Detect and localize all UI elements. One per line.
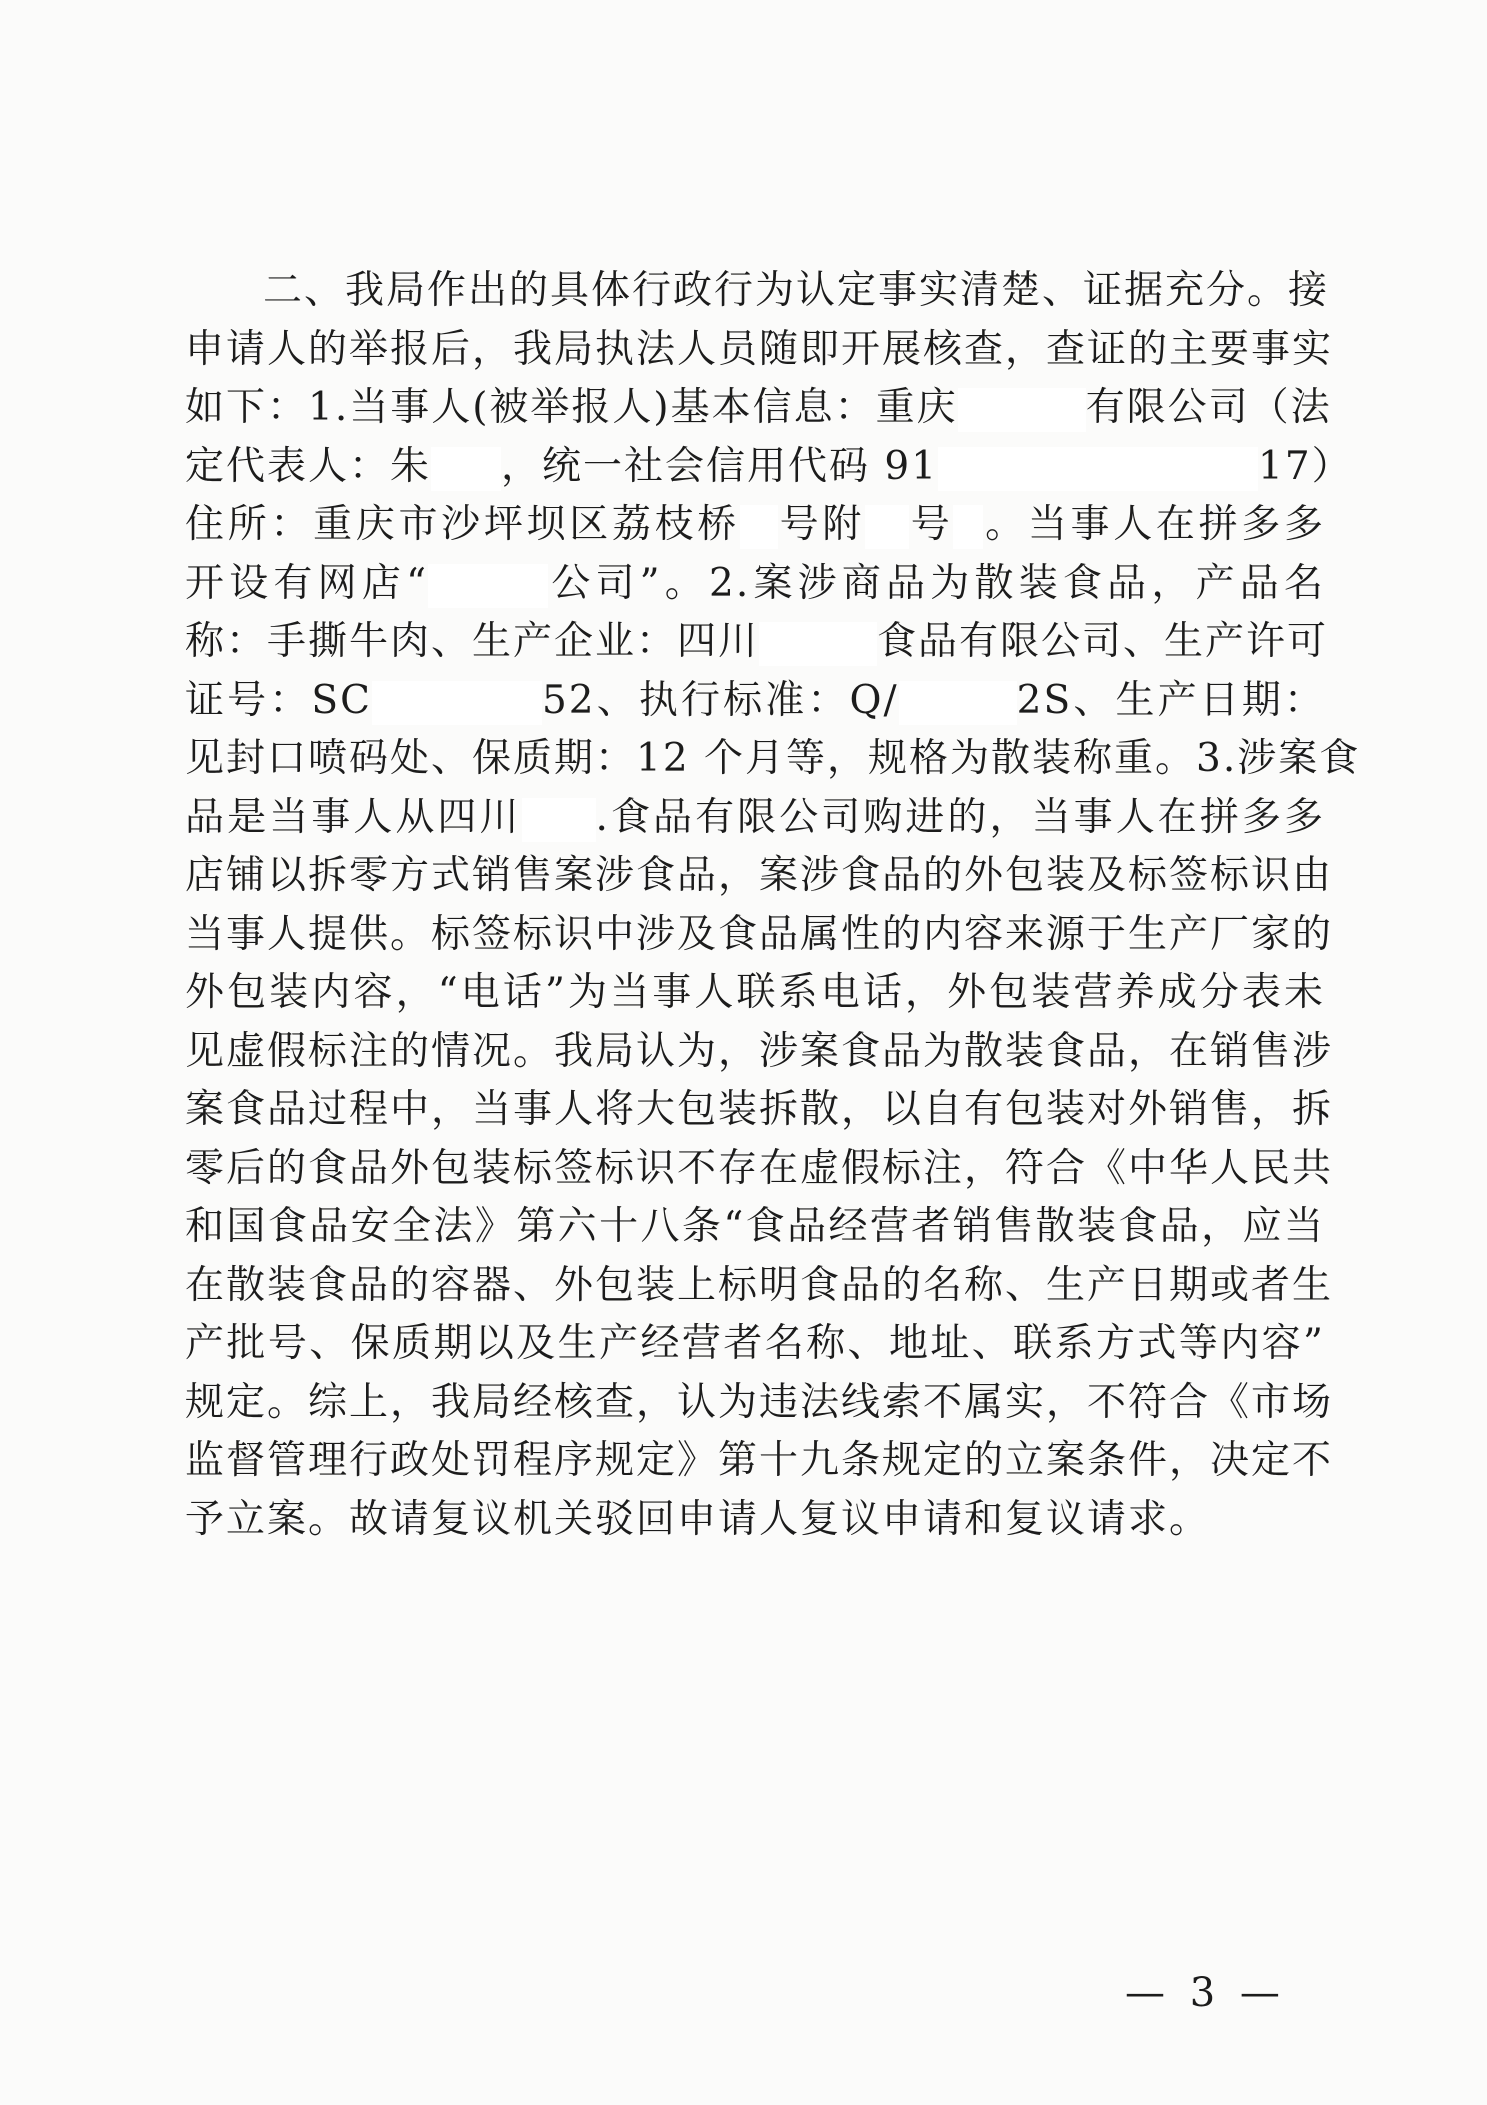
text-segment: 案食品过程中，当事人将大包装拆散，以自有包装对外销售，拆 bbox=[185, 1087, 1334, 1132]
redaction-block bbox=[431, 447, 501, 491]
text-segment: 号 bbox=[909, 502, 954, 547]
redaction-block bbox=[759, 622, 877, 666]
text-segment: 规定。综上，我局经核查，认为违法线索不属实，不符合《市场 bbox=[185, 1379, 1334, 1425]
redaction-block bbox=[899, 681, 1017, 725]
text-segment: 产批号、保质期以及生产经营者名称、地址、联系方式等内容” bbox=[185, 1321, 1325, 1366]
text-segment: 2S、生产日期： bbox=[1016, 677, 1325, 723]
text-line bbox=[185, 1023, 1334, 1082]
redaction-block bbox=[953, 505, 983, 549]
text-line bbox=[185, 1081, 1334, 1140]
text-segment: 称：手撕牛肉、生产企业：四川 bbox=[185, 619, 760, 664]
text-line bbox=[185, 555, 1325, 614]
text-line bbox=[185, 262, 1330, 321]
text-segment: 如下：1.当事人(被举报人)基本信息：重庆 bbox=[185, 385, 958, 430]
text-segment: 证号：SC bbox=[185, 677, 372, 723]
text-line bbox=[185, 1432, 1334, 1491]
redaction-block bbox=[428, 564, 548, 608]
text-segment: 17） bbox=[1258, 443, 1353, 489]
text-segment: 见封口喷码处、保质期：12 个月等，规格为散装称重。3.涉案食 bbox=[185, 736, 1361, 781]
text-segment: 零后的食品外包装标签标识不存在虚假标注，符合《中华人民共 bbox=[185, 1145, 1334, 1191]
text-segment: .食品有限公司购进的，当事人在拼多多 bbox=[595, 794, 1325, 840]
text-line bbox=[185, 379, 1332, 438]
text-segment: 予立案。故请复议机关驳回申请人复议申请和复议请求。 bbox=[185, 1496, 1211, 1542]
text-segment: 当事人提供。标签标识中涉及食品属性的内容来源于生产厂家的 bbox=[185, 911, 1334, 957]
text-segment: 和国食品安全法》第六十八条“食品经营者销售散装食品，应当 bbox=[185, 1204, 1325, 1249]
text-segment: 店铺以拆零方式销售案涉食品，案涉食品的外包装及标签标识由 bbox=[185, 853, 1334, 898]
text-line bbox=[185, 1374, 1334, 1433]
text-segment: 品是当事人从四川 bbox=[185, 794, 522, 840]
text-line bbox=[185, 1315, 1325, 1374]
text-line bbox=[185, 496, 1325, 555]
text-segment: 外包装内容，“电话”为当事人联系电话，外包装营养成分表未 bbox=[185, 970, 1325, 1015]
redaction-block bbox=[740, 505, 778, 549]
text-line bbox=[185, 321, 1334, 380]
redaction-block bbox=[958, 388, 1086, 432]
text-segment: 定代表人：朱 bbox=[185, 443, 432, 489]
text-segment: 二、我局作出的具体行政行为认定事实清楚、证据充分。接 bbox=[263, 268, 1330, 313]
text-line bbox=[185, 613, 1329, 672]
text-line bbox=[185, 847, 1334, 906]
text-line bbox=[185, 906, 1334, 965]
text-segment: 开设有网店“ bbox=[185, 560, 429, 606]
text-segment: 在散装食品的容器、外包装上标明食品的名称、生产日期或者生 bbox=[185, 1262, 1334, 1308]
text-line bbox=[185, 964, 1325, 1023]
redaction-block bbox=[865, 505, 909, 549]
page-number: — 3 — bbox=[1125, 1970, 1286, 2016]
text-segment: 见虚假标注的情况。我局认为，涉案食品为散装食品，在销售涉 bbox=[185, 1028, 1334, 1074]
text-segment: 。当事人在拼多多 bbox=[983, 502, 1325, 547]
text-segment: 号附 bbox=[777, 502, 866, 547]
redaction-block bbox=[938, 447, 1258, 491]
text-segment: 申请人的举报后，我局执法人员随即开展核查，查证的主要事实 bbox=[185, 326, 1334, 372]
text-segment: 52、执行标准：Q/ bbox=[541, 677, 899, 723]
redaction-block bbox=[522, 798, 596, 842]
text-segment: 监督管理行政处罚程序规定》第十九条规定的立案条件，决定不 bbox=[185, 1438, 1334, 1483]
text-line bbox=[185, 1491, 1325, 1550]
text-segment: 公司”。2.案涉商品为散装食品，产品名 bbox=[548, 560, 1325, 606]
body-text bbox=[185, 262, 1361, 1549]
text-segment: 住所：重庆市沙坪坝区荔枝桥 bbox=[185, 502, 740, 547]
text-segment: ，统一社会信用代码 91 bbox=[501, 443, 939, 489]
text-line bbox=[185, 438, 1353, 497]
text-line bbox=[185, 1140, 1334, 1199]
text-line bbox=[185, 789, 1325, 848]
text-segment: 食品有限公司、生产许可 bbox=[877, 619, 1329, 664]
redaction-block bbox=[372, 681, 542, 725]
text-segment: 有限公司（法 bbox=[1085, 385, 1332, 430]
text-line bbox=[185, 1257, 1334, 1316]
text-line bbox=[185, 1198, 1325, 1257]
text-line bbox=[185, 730, 1361, 789]
text-line bbox=[185, 672, 1325, 731]
